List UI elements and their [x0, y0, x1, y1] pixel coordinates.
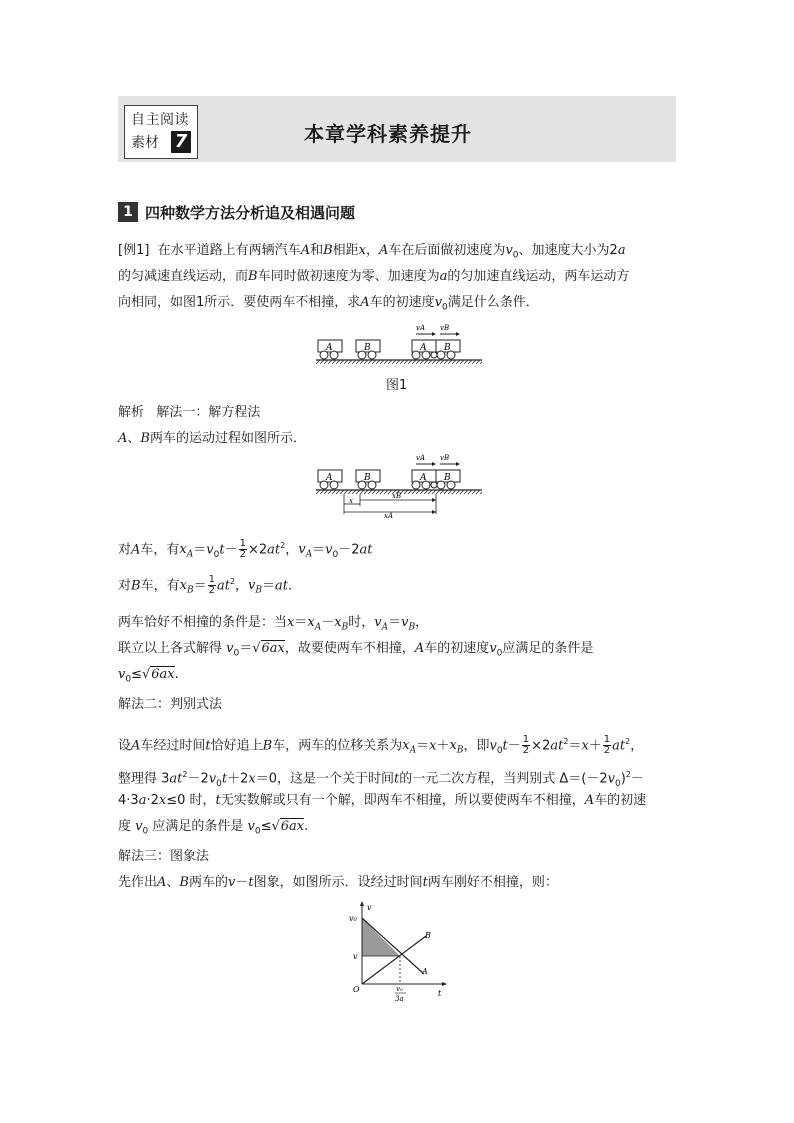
- fig2-xb-label: xB: [392, 492, 402, 500]
- method1-intro: A、B两车的运动过程如图所示．: [118, 431, 306, 446]
- fig2-car-b-right: B: [444, 473, 451, 483]
- fig2-vb-label: vB: [440, 454, 450, 462]
- fig1-va-label: vA: [416, 324, 426, 332]
- section-number: 1: [118, 202, 138, 222]
- fig1-vb-label: vB: [440, 324, 450, 332]
- fig1-car-a-right: A: [420, 343, 427, 353]
- fig1-car-b-right: B: [444, 343, 451, 353]
- graph-t-axis-label: t: [438, 989, 442, 998]
- method3-intro: 先作出A、B两车的v－t图象，如图所示．设经过时间t两车刚好不相撞，则：: [118, 875, 558, 890]
- fig1-car-a-left: A: [326, 343, 333, 353]
- fig2-xa-label: xA: [384, 512, 394, 520]
- solution-line: [118, 404, 260, 422]
- problem-tag: [例1]: [118, 243, 150, 258]
- problem-line-1: [例1] 在水平道路上有两辆汽车A和B相距x，A车在后面做初速度为$v_0$、加速度大小为2a: [118, 243, 626, 261]
- graph-origin-label: O: [353, 985, 360, 994]
- method1-title: 解法一：解方程法: [156, 405, 261, 420]
- figure-1-cars: [316, 320, 484, 366]
- graph-v-axis-label: v: [367, 903, 372, 912]
- badge-line2: 素材: [131, 135, 159, 151]
- graph-v-label: v: [353, 952, 358, 961]
- method2-line-1: 设A车经过时间t恰好追上B车，两车的位移关系为$x_A=x+x_B$，即$v_0t-$ $\frac{1}{2}$ $\times 2at^2=x+$ $\frac{1}{2}$ $at^2$，: [118, 734, 644, 757]
- method2-line-3: 4·3a·2x≤0 时，t无实数解或只有一个解，即两车不相撞，所以要使两车不相撞，A车的初速: [118, 793, 647, 808]
- fig2-car-a-right: A: [420, 473, 427, 483]
- graph-t-numerator: v₀: [396, 985, 403, 993]
- fig2-va-label: vA: [416, 454, 426, 462]
- method1-eq-b: 对B车，有$x_B=$ $\frac{1}{2}$ $at^2$，$v_B=at$.: [118, 574, 293, 597]
- badge-number: 7: [171, 131, 191, 153]
- method1-eq-a: 对A车，有$x_A=v_0t-$ $\frac{1}{2}$ $\times 2at^2$，$v_A=v_0-2at$: [118, 538, 373, 561]
- graph-t-denominator: 3a: [395, 995, 404, 1003]
- problem-line-2: 的匀减速直线运动，而B车同时做初速度为零、加速度为a的匀加速直线运动，两车运动方: [118, 269, 630, 284]
- solution-label: 解析: [118, 405, 145, 420]
- figure-2-motion: [316, 454, 484, 518]
- fig2-car-a-left: A: [326, 473, 333, 483]
- method2-title: 解法二：判别式法: [118, 697, 223, 712]
- chapter-title: 本章学科素养提升: [304, 122, 472, 146]
- figure-1-caption: 图1: [386, 378, 408, 393]
- method3-title: 解法三：图象法: [118, 849, 210, 864]
- method2-line-4: 度 $v_0$ 应满足的条件是 $v_0\le√6ax$.: [118, 819, 309, 837]
- badge-line1: 自主阅读: [131, 112, 189, 128]
- reading-badge: [124, 105, 198, 159]
- fig2-car-b-left: B: [364, 473, 371, 483]
- graph-line-b-label: B: [425, 931, 431, 940]
- problem-line-3: 向相同，如图1所示．要使两车不相撞，求A车的初速度$v_0$满足什么条件．: [118, 295, 539, 313]
- section-title: 四种数学方法分析追及相遇问题: [145, 204, 356, 222]
- method1-result-2: $v_0\le√6ax$.: [118, 667, 179, 685]
- graph-line-a-label: A: [422, 967, 428, 976]
- method2-line-2: 整理得 $3at^2-2v_0t+2x=0$，这是一个关于时间t的一元二次方程，当判别式 $\Delta=(-2v_0)^2-$: [118, 770, 644, 789]
- graph-v0-label: v₀: [349, 914, 357, 923]
- fig2-x-label: x: [349, 497, 353, 505]
- fig1-car-b-left: B: [364, 343, 371, 353]
- vt-graph: [340, 900, 450, 1004]
- method1-condition: 两车恰好不相撞的条件是：当$x=x_A-x_B$时，$v_A=v_B$，: [118, 615, 429, 633]
- method1-result-1: 联立以上各式解得 $v_0=√6ax$，故要使两车不相撞，A车的初速度$v_0$应满足的条件是: [118, 641, 594, 659]
